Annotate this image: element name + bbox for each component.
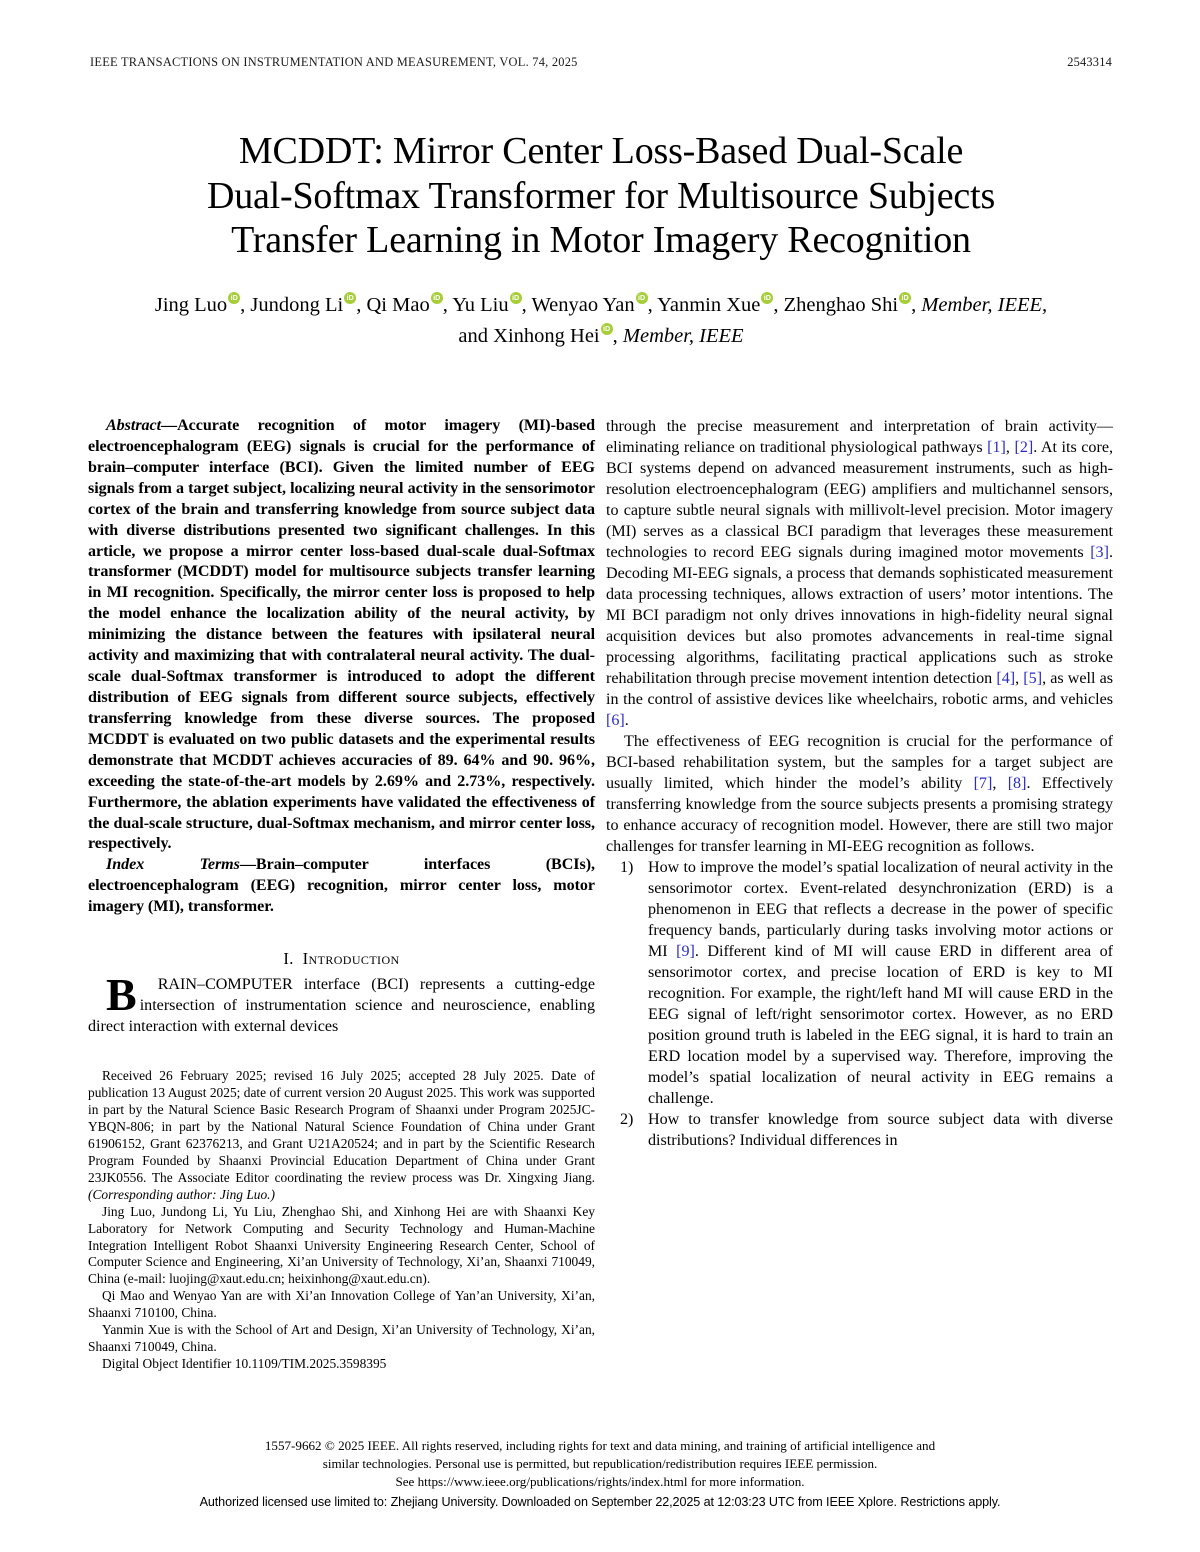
license-notice: Authorized licensed use limited to: Zhejiang University. Downloaded on September 22,2025 at 12:03:23 UTC from IEEE Xplore. Restrictions apply. — [199, 1495, 1001, 1509]
title-line-2: Dual-Softmax Transformer for Multisource Subjects — [206, 174, 996, 217]
challenges-list — [606, 857, 1113, 1151]
journal-name: IEEE TRANSACTIONS ON INSTRUMENTATION AND MEASUREMENT, VOL. 74, 2025 — [90, 55, 578, 69]
p1-seg-f: , as well as in the control of assistive devices like wheelchairs, robotic arms, and vehicles — [606, 670, 1114, 708]
citation-4[interactable]: [4] — [996, 670, 1016, 687]
copyright-line-2: similar technologies. Personal use is permitted, but republication/redistribution requires IEEE permission. — [322, 1455, 878, 1471]
sep: , — [240, 294, 251, 316]
sep: , — [612, 324, 623, 347]
list-item: How to transfer knowledge from source subject data with diverse distributions? Individual differences in — [648, 1111, 1113, 1149]
right-column — [606, 416, 1113, 1151]
intro-first-paragraph — [88, 968, 595, 1037]
orcid-icon[interactable] — [431, 292, 443, 304]
footnote-received-text: Received 26 February 2025; revised 16 July 2025; accepted 28 July 2025. Date of publication 13 August 2025; date of current version 20 August 2025. This work was supported in part by the Natural Science Basic Research Program of Shaanxi under Program 2025JC-YBQN-806; in part by the National Natural Science Foundation of China under Grant 61906152, Grant 62376213, and Grant U21A20524; and in part by the Scientific Research Program Founded by Shaanxi Provincial Education Department of China under Grant 23JK0556. The Associate Editor coordinating the review process was Dr. Xingxing Jiang. — [88, 1068, 595, 1185]
p2-seg-a: The effectiveness of EEG recognition is crucial for the performance of BCI-based rehabilitation system, but the samples for a target subject are usually limited, which hinder the model’s ability — [606, 733, 1113, 792]
author-name: Jing Luo — [154, 294, 228, 316]
intro-first-paragraph-text: RAIN–COMPUTER interface (BCI) represents a cutting-edge intersection of instrumentation science and neuroscience, enabling direct interaction with external devices — [88, 975, 595, 1035]
orcid-icon[interactable] — [761, 292, 773, 304]
item1-seg-b: . Different kind of MI will cause ERD in different area of sensorimotor cortex, and precise location of ERD is key to MI recognition. For example, the right/left hand MI will cause ERD in the EEG signal of left/right sensorimotor cortex. However, as no ERD position ground truth is labeled in the EEG signal, it is hard to train an ERD location model by a supervised way. Therefore, improving the model’s spatial localization of neural activity in EEG remains a challenge. — [648, 943, 1113, 1107]
author-name: Qi Mao — [366, 294, 430, 316]
orcid-icon[interactable] — [228, 292, 240, 304]
body-paragraph-1 — [606, 416, 1113, 731]
citation-3[interactable]: [3] — [1090, 544, 1109, 561]
p1-seg-e: , — [1015, 670, 1024, 687]
p1-seg-d: . Decoding MI-EEG signals, a process that demands sophisticated measurement data processing techniques, allows extraction of users’ motor intentions. The MI BCI paradigm not only drives innovations in high-fidelity neural signal acquisition devices but also promotes advancements in real-time signal processing algorithms, facilitating practical applications such as stroke rehabilitation through precise movement intention detection — [606, 544, 1113, 687]
orcid-icon[interactable] — [636, 292, 648, 304]
citation-6[interactable]: [6] — [606, 712, 625, 729]
footnote-block — [88, 1068, 595, 1373]
footnote-affiliation-3: Yanmin Xue is with the School of Art and Design, Xi’an University of Technology, Xi’an, Shaanxi 710049, China. — [88, 1322, 595, 1355]
article-number: 2543314 — [1067, 55, 1112, 69]
footnote-affiliation-2: Qi Mao and Wenyao Yan are with Xi’an Innovation College of Yan’an University, Xi’an, Shaanxi 710100, China. — [88, 1288, 595, 1321]
footnote-received — [88, 1068, 595, 1204]
citation-5[interactable]: [5] — [1023, 670, 1043, 687]
footnote-doi: Digital Object Identifier 10.1109/TIM.2025.3598395 — [102, 1356, 387, 1372]
section-heading-introduction — [88, 948, 595, 970]
p1-seg-c: . At its core, BCI systems depend on advanced measurement instruments, such as high-resolution electroencephalogram (EEG) amplifiers and multichannel sensors, to capture subtle neural signals with millivolt-level precision. Motor imagery (MI) serves as a classical BCI paradigm that leverages these measurement technologies to record EEG signals during imagined motor movements — [606, 439, 1113, 561]
sep: , — [442, 294, 453, 316]
section-number: I. — [283, 949, 294, 969]
sep: , — [521, 294, 532, 316]
author-name: Yanmin Xue — [657, 294, 761, 316]
title-line-3: Transfer Learning in Motor Imagery Recognition — [231, 219, 971, 262]
member-grade: Member, IEEE — [622, 324, 744, 347]
copyright-notice — [150, 1437, 1050, 1491]
orcid-icon[interactable] — [899, 292, 911, 304]
p2-seg-c: . Effectively transferring knowledge from the source subjects presents a promising strategy to enhance accuracy of recognition model. However, there are still two major challenges for transfer learning in MI-EEG recognition as follows. — [606, 775, 1114, 855]
orcid-icon[interactable] — [344, 292, 356, 304]
abstract-paragraph — [88, 416, 595, 855]
abstract-label: Abstract — [106, 417, 162, 434]
item1-seg-a: How to improve the model’s spatial localization of neural activity in the sensorimotor cortex. Event-related desynchronization (ERD) is a phenomenon in EEG that reflects a decrease in the power of specific frequency bands, particularly during tasks involving motor actions or MI — [648, 859, 1113, 960]
author-name: Zhenghao Shi — [783, 294, 899, 316]
orcid-icon[interactable] — [601, 323, 613, 335]
index-terms-dash: — — [239, 856, 256, 874]
sep: , — [911, 294, 922, 316]
title-line-1: MCDDT: Mirror Center Loss-Based Dual-Scale — [238, 130, 964, 173]
author-list — [130, 290, 1072, 352]
index-terms-paragraph — [88, 855, 595, 918]
running-head — [90, 55, 1112, 70]
drop-cap-letter: B — [106, 968, 137, 1020]
citation-7[interactable]: [7] — [973, 775, 993, 792]
sep: , — [356, 294, 367, 316]
author-name: Wenyao Yan — [531, 294, 635, 316]
p2-seg-b: , — [992, 775, 1008, 792]
author-name: Xinhong Hei — [493, 324, 600, 347]
copyright-line-3: See https://www.ieee.org/publications/rights/index.html for more information. — [395, 1473, 805, 1489]
sep: , — [647, 294, 658, 316]
left-column — [88, 416, 595, 1037]
p1-seg-g: . — [624, 712, 629, 729]
abstract-dash: — — [161, 417, 178, 434]
citation-8[interactable]: [8] — [1007, 775, 1027, 792]
p1-seg-b: , — [1005, 439, 1015, 456]
abstract-body: Accurate recognition of motor imagery (MI)-based electroencephalogram (EEG) signals is crucial for the performance of brain–computer interface (BCI). Given the limited number of EEG signals from a target subject, localizing neural activity in the sensorimotor cortex of the brain and transferring knowledge from source subject data with diverse distributions presented two significant challenges. In this article, we propose a mirror center loss-based dual-scale dual-Softmax transformer (MCDDT) model for multisource subjects transfer learning in MI recognition. Specifically, the mirror center loss is proposed to help the model enhance the localization ability of the neural activity, by minimizing the distance between the features with ipsilateral neural activity and maximizing that with contralateral neural activity. The dual-scale dual-Softmax transformer is introduced to adopt the different distribution of EEG signals from different source subjects, effectively transferring knowledge from these diverse sources. The proposed MCDDT is evaluated on two public datasets and the experimental results demonstrate that MCDDT achieves accuracies of 89. 64% and 90. 96%, exceeding the state-of-the-art models by 2.69% and 2.73%, respectively. Furthermore, the ablation experiments have validated the effectiveness of the dual-scale structure, dual-Softmax mechanism, and mirror center loss, respectively. — [88, 417, 595, 853]
body-paragraph-2 — [606, 731, 1113, 857]
index-terms-label: Index Terms — [106, 856, 240, 874]
p1-seg-a: through the precise measurement and interpretation of brain activity—eliminating reliance on traditional physiological pathways — [606, 418, 1113, 456]
section-name: Introduction — [302, 949, 400, 969]
footnote-affiliation-1: Jing Luo, Jundong Li, Yu Liu, Zhenghao Shi, and Xinhong Hei are with Shaanxi Key Laboratory for Network Computing and Security Technology and Human-Machine Integration Intelligent Robot Shaanxi University Engineering Research Center, School of Computer Science and Engineering, Xi’an University of Technology, Xi’an, Shaanxi 710049, China (e-mail: luojing@xaut.edu.cn; heixinhong@xaut.edu.cn). — [88, 1203, 595, 1287]
corresponding-author: (Corresponding author: Jing Luo.) — [88, 1186, 275, 1202]
citation-2[interactable]: [2] — [1014, 439, 1034, 456]
copyright-line-1: 1557-9662 © 2025 IEEE. All rights reserved, including rights for text and data mining, and training of artificial intelligence and — [264, 1438, 936, 1453]
sep: , — [773, 294, 784, 316]
author-name: Jundong Li — [250, 294, 344, 316]
author-name: Yu Liu — [452, 294, 509, 316]
orcid-icon[interactable] — [510, 292, 522, 304]
member-grade: Member, IEEE, — [921, 294, 1048, 316]
list-item — [606, 857, 1113, 1109]
citation-1[interactable]: [1] — [987, 439, 1006, 456]
page-title — [90, 129, 1112, 262]
citation-9[interactable]: [9] — [676, 943, 695, 960]
index-terms-body: Brain–computer interfaces (BCIs), electroencephalogram (EEG) recognition, mirror center loss, motor imagery (MI), transformer. — [88, 856, 596, 916]
and-word: and — [458, 324, 489, 347]
